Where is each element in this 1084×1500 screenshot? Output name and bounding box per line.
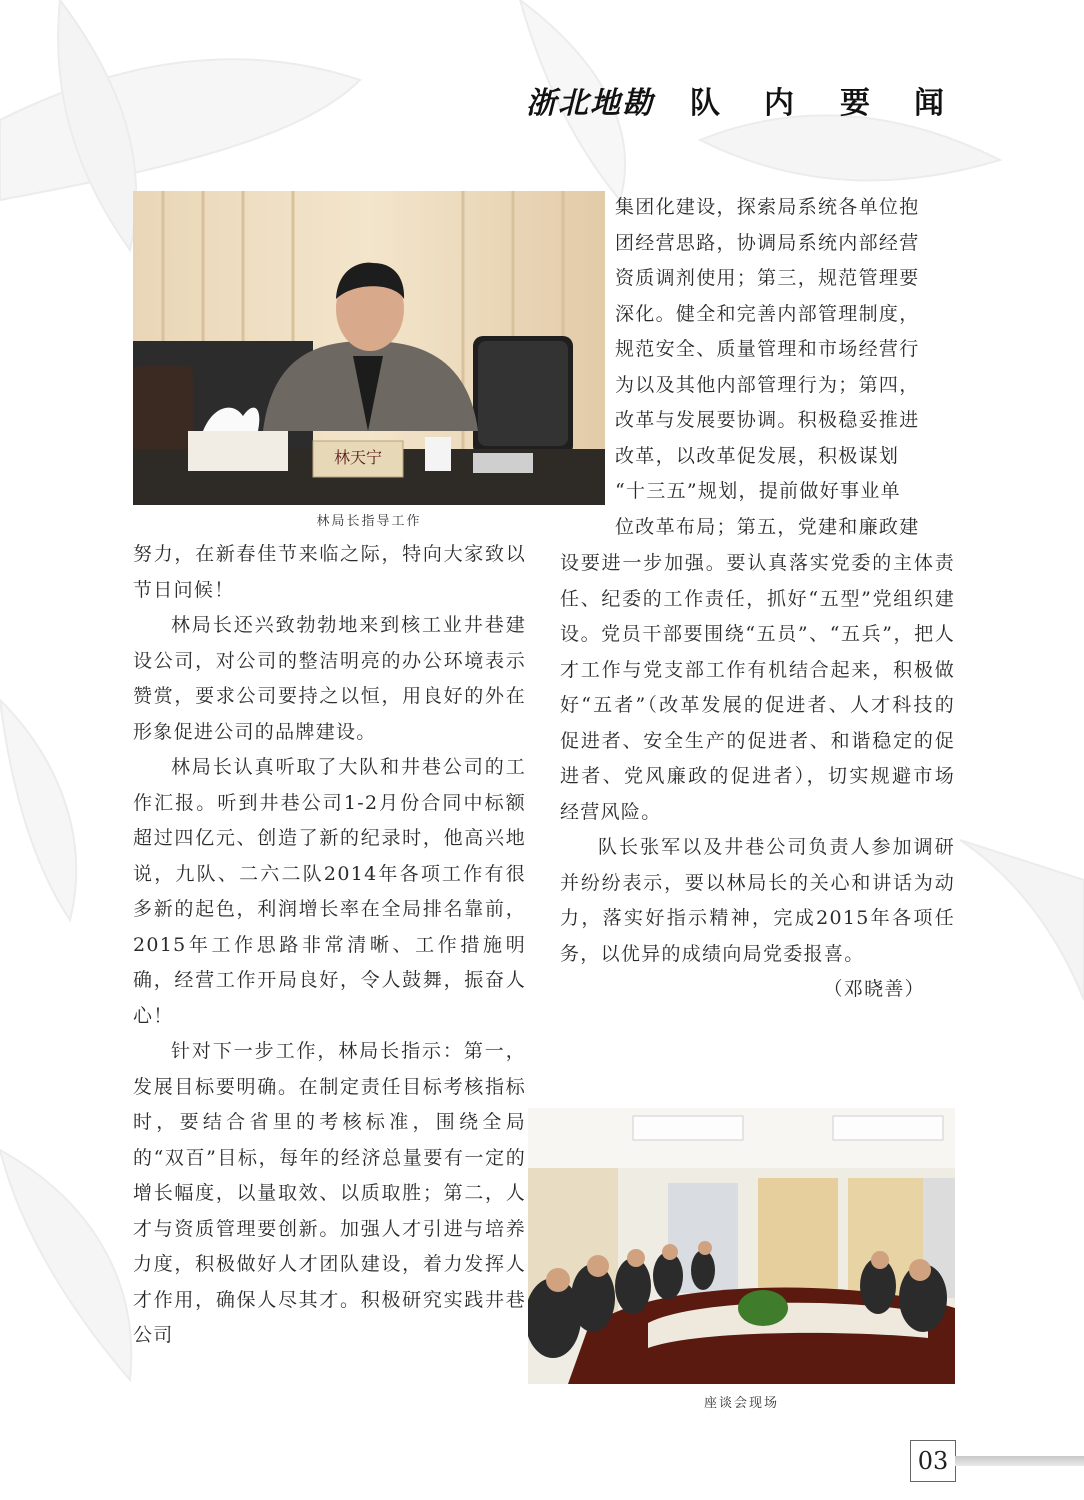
photo-meeting-image <box>528 1108 955 1384</box>
magazine-brand: 浙北地勘 <box>526 86 654 121</box>
nameplate: 林天宁 <box>333 448 382 467</box>
text-line: 资质调剂使用；第三，规范管理要 <box>615 267 920 289</box>
section-title-char-1: 队 <box>690 86 722 121</box>
paragraph: 队长张军以及井巷公司负责人参加调研并纷纷表示，要以林局长的关心和讲话为动力，落实好指示精神，完成2015年各项任务，以优异的成绩向局党委报喜。 <box>560 836 955 965</box>
text-line: 集团化建设，探索局系统各单位抱 <box>615 196 920 218</box>
text-line: 团经营思路，协调局系统内部经营 <box>615 231 920 254</box>
paragraph: 努力，在新春佳节来临之际，特向大家致以节日问候！ <box>133 543 526 601</box>
right-column-bottom <box>560 546 955 1008</box>
text-line: 规范安全、质量管理和市场经营行 <box>615 338 920 360</box>
paragraph: 针对下一步工作，林局长指示：第一，发展目标要明确。在制定责任目标考核指标时，要结合省里的考核标准，围绕全局的“双百”目标，每年的经济总量要有一定的增长幅度，以量取效、以质取胜；第二，人才与资质管理要创新。加强人才引进与培养力度，积极做好人才团队建设，着力发挥人才作用，确保人尽其才。积极研究实践井巷公司 <box>133 1040 526 1346</box>
section-title-char-3: 要 <box>840 86 872 121</box>
photo1-caption: 林局长指导工作 <box>316 514 422 529</box>
text-line: 位改革布局；第五，党建和廉政建 <box>615 515 920 538</box>
text-line: 改革与发展要协调。积极稳妥推进 <box>615 409 920 431</box>
photo-meeting-room <box>528 1108 955 1384</box>
photo2-caption: 座谈会现场 <box>703 1396 779 1411</box>
photo-director-speaking <box>133 191 605 505</box>
paragraph: 林局长还兴致勃勃地来到核工业井巷建设公司，对公司的整洁明亮的办公环境表示赞赏，要求公司要持之以恒，用良好的外在形象促进公司的品牌建设。 <box>133 614 526 743</box>
paragraph: 设要进一步加强。要认真落实党委的主体责任、纪委的工作责任，抓好“五型”党组织建设。党员干部要围绕“五员”、“五兵”，把人才工作与党支部工作有机结合起来，积极做好“五者”（改革发展的促进者、人才科技的促进者、安全生产的促进者、和谐稳定的促进者、党风廉政的促进者），切实规避市场经营风险。 <box>560 552 955 823</box>
paragraph: 林局长认真听取了大队和井巷公司的工作汇报。听到井巷公司1-2月份合同中标额超过四亿元、创造了新的纪录时，他高兴地说，九队、二六二队2014年各项工作有很多新的起色，利润增长率在全局排名靠前，2015年工作思路非常清晰、工作措施明确，经营工作开局良好，令人鼓舞，振奋人心！ <box>133 756 526 1027</box>
text-line: 深化。健全和完善内部管理制度， <box>615 302 920 325</box>
author-signature: （邓晓善） <box>823 978 925 1000</box>
section-title-char-4: 闻 <box>914 86 946 121</box>
page-number: 03 <box>910 1440 956 1482</box>
text-line: 改革，以改革促发展，积极谋划 <box>615 444 900 467</box>
text-line: 为以及其他内部管理行为；第四， <box>615 373 920 396</box>
right-column-top <box>615 190 955 545</box>
section-title-char-2: 内 <box>764 86 796 121</box>
left-column <box>133 537 526 1354</box>
page-number-bar <box>955 1456 1084 1466</box>
text-line: “十三五”规划，提前做好事业单 <box>615 480 901 502</box>
page-header <box>526 78 946 122</box>
